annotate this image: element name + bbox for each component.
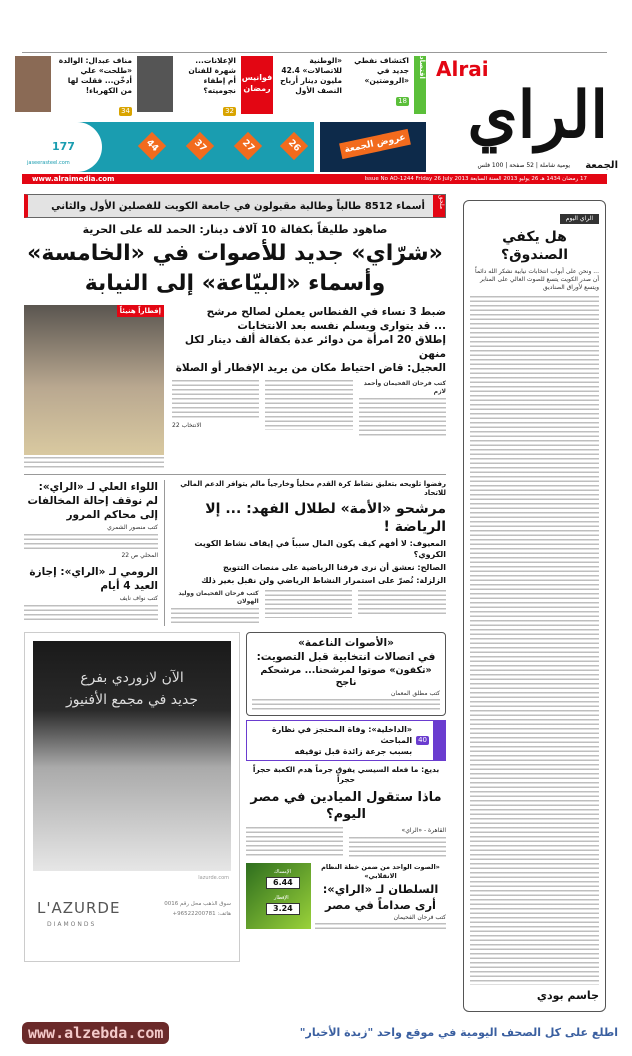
body-text [265,380,352,430]
soft-voices-box[interactable] [246,632,446,716]
supplement-text: أسماء 8512 طالباً وطالبة مقبولون في جامعة الكويت للفصلين الأول والثاني [51,200,425,212]
body-text [246,827,343,857]
body-text [172,380,259,420]
issue-day: الجمعة [585,160,618,171]
lead-photo [24,305,164,455]
bullet-item: العجيل: قاض احتياط مكان من يريد الإفطار أو الصلاة [175,362,446,374]
offers-label: عروض الجمعة [339,129,411,159]
ad-lazurde[interactable] [24,632,240,962]
opinion-author: جاسم بودي [536,989,599,1002]
teaser-photo [137,56,173,112]
byline: كتب فرحان الفحيمان وأحمد لازم [363,380,446,395]
lead-kicker: صاهود طليقاً بكفالة 10 آلاف دينار: الحمد لله على الحرية [82,223,388,236]
interior-accent [433,721,445,760]
ad-phone: هاتف: 96522200781+ [172,911,231,917]
egypt-headline[interactable]: ماذا ستقول الميادين في مصر اليوم؟ [250,790,442,822]
sultan-headline[interactable]: أرى صداماً في مصر [324,898,437,912]
supplement-bar[interactable] [24,194,446,218]
teaser-text: الإعلانات... شهرة للفنان أم إطفاء نجوميته؟ [188,56,236,95]
teaser-photo [15,56,51,112]
lead-headline: «شرّاي» جديد للأصوات في «الخامسة» [27,241,443,266]
body-text [470,296,599,985]
sultan-story[interactable] [315,863,446,931]
ad-site: lazurde.com [198,875,229,881]
ad-phone: 177 [52,140,75,153]
lead-body [172,380,446,438]
teaser-lanterns[interactable]: فوانيس رمضان [241,56,273,114]
ad-site: jaseerasteel.com [27,160,70,166]
byline: كتب فرحان الفحيمان [393,914,446,921]
price-badge: 26 [280,132,308,160]
ad-brand-sub: DIAMONDS [47,921,97,928]
prayer-value: 3.24 [266,903,300,915]
body-column [359,380,446,438]
bullet-item: الصالح: نعشق أن نرى فرقنا الرياضية على منصات التتويج [223,563,446,572]
section-label: اقتصاد [414,56,426,114]
ad-banner-offers[interactable] [320,122,426,172]
teaser-text: مناف عبدال: الوالدة «طلحت» علي أدخّن... فقلت لها من الكهرباء! [58,56,132,95]
bullet-item: إطلاق 20 امرأة من دوائر عدة بكفالة ألف دينار لكل منهن [184,334,446,360]
date-bar [22,174,607,184]
page-number: 32 [225,107,234,115]
photo-tag: إفطاراً هنيئاً [117,305,164,317]
byline: كتب نواف نايف [119,595,158,602]
lead-bullets [172,305,446,375]
photo-caption [24,457,164,469]
ali-headline[interactable]: اللواء العلي لـ «الراي»: لم نوقف إحالة المخالفات إلى محاكم المرور [27,481,158,521]
ad-banner-steel[interactable] [22,122,314,172]
headline: في اتصالات انتخابية قبل التصويت: [256,651,436,663]
opinion-headline: هل يكفي الصندوق؟ [501,229,568,263]
body-text [315,923,446,931]
bullet-item: المعيوف: لا أفهم كيف يكون المال سبباً في إيقاف نشاط الكويت الكروي؟ [194,539,446,559]
egypt-body [246,827,446,859]
opinion-tag: الراي اليوم [560,214,599,224]
divider [24,474,446,475]
ad-headline: جديد في مجمع الأفنيوز [65,692,199,708]
ad-brand: L'AZURDE [37,899,121,917]
body-text [265,590,353,618]
body-column [349,827,446,859]
main-column [24,194,446,962]
body-column [172,380,259,438]
teaser-ads[interactable] [178,56,236,117]
page-number: 18 [398,97,407,105]
prayer-label: الإفطار [274,895,289,901]
headline: «تكفون» صوتوا لمرشحنا... مرشحكم ناجح [260,665,432,688]
price-badge: 44 [138,132,166,160]
prayer-label: الإمساك [274,869,292,875]
opinion-tag-wrap [470,205,599,224]
sultan-headline[interactable]: السلطان لـ «الراي»: [322,882,439,896]
lead-story-row [24,305,446,469]
byline: القاهرة - «الراي» [401,827,446,834]
teaser-economy[interactable] [347,56,409,107]
body-text [171,608,259,626]
body-text [359,398,446,438]
byline: كتب منصور الشمري [107,524,158,531]
body-text [24,605,158,621]
teaser-manaf[interactable] [56,56,132,117]
lead-text-area [172,305,446,438]
sports-story[interactable] [171,480,446,626]
ad-headline: الآن لازوردي بفرع [80,670,184,686]
prayer-value: 6.44 [266,877,300,889]
byline: كتب مطلق المعمان [390,690,440,697]
opinion-lead: ... ونحن على أبواب انتخابات نيابية نشكر الله دائماً أن صدر الكويت يتسع للصوت العالي على المنابر ويتسع لأوراق الصناديق [475,268,599,291]
bullet-item: الزلزلة: نُصرّ على استمرار النشاط الرياضي ولن نقبل بغير ذلك [201,576,446,585]
body-text [24,534,158,550]
body-column [171,590,259,626]
bullet-item: ضبط 3 نساء في الفنطاس يعملن لصالح مرشح [206,306,446,318]
date-line: 17 رمضان 1434 هـ 26 يوليو 2013 السنة السابعة Issue No AO-1244 Friday 26 July 2013 [364,176,587,182]
body-text [349,837,446,859]
footer-slogan: اطلع على كل الصحف اليومية في موقع واحد "زبدة الأخبار" [299,1026,618,1039]
sports-kicker: رفضوا تلويحه بتعليق نشاط كرة القدم محلياً وخارجياً مالم يتوافر الدعم المالي للاتحاد [180,480,446,497]
page-number: 40 [418,736,427,744]
interior-box[interactable] [246,720,446,761]
sports-headline[interactable]: مرشحو «الأمة» لطلال الفهد: ... إلا الرياضة ! [205,501,446,535]
opinion-column[interactable] [463,200,606,1012]
continued-ref[interactable]: الانتخاب 22 [172,422,202,429]
lead-headline: وأسماء «البيّاعة» إلى النيابة [84,271,386,296]
bottom-row [24,632,446,962]
body-text [358,590,446,614]
price-badge: 27 [234,132,262,160]
teasers-row [22,56,426,118]
logo-en: Alrai [436,57,489,81]
teaser-text: اكتشاف نفطي جديد في «الروضتين» [354,56,409,85]
sultan-kicker: «الصوت الواحد من ضمن خطة النظام الانقلابي» [321,863,440,880]
sports-body [171,590,446,626]
egypt-kicker: بديع: ما فعله السيسي يفوق جرماً هدم الكعبة حجراً حجراً [252,765,440,784]
bottom-right-stack [246,632,446,931]
body-text [252,699,440,711]
second-row [24,480,446,626]
roumi-headline[interactable]: الرومي لـ «الراي»: إجازة العيد 4 أيام [29,566,158,592]
prayer-times [246,863,311,929]
continued-ref[interactable]: المحلي ص 22 [121,552,158,559]
lead-photo-block [24,305,164,469]
headline: «الأصوات الناعمة» [298,637,394,649]
page-number: 34 [121,107,130,115]
sultan-row [246,863,446,931]
teaser-zain[interactable]: «الوطنية للاتصالات» 42.4 مليون دينار أرباح النصف الأول [280,56,342,95]
website-link[interactable]: www.alraimedia.com [32,175,115,183]
divider [164,480,165,626]
headline: بسبب جرعة زائدة قبل توقيفه [294,747,413,756]
byline: كتب فرحان الفحيمان ووليد الهولان [178,590,259,605]
bullet-item: ... قد يتوارى ويسلم نفسه بعد الانتخابات [237,320,446,332]
headline: «الداخلية»: وفاة المحتجز في نظارة المباحث [271,725,413,745]
header-rule [22,52,607,53]
masthead-info: يومية شاملة | 52 صفحة | 100 فلس [477,162,570,169]
ali-roumi-column [24,480,158,621]
price-badge: 37 [186,132,214,160]
interior-text [247,721,412,760]
ad-address: سوق الذهب محل رقم 0016 [164,901,231,907]
supplement-label: ملحق [433,195,445,217]
logo-ar: الراي [467,78,608,153]
footer-site[interactable]: www.alzebda.com [22,1022,169,1044]
